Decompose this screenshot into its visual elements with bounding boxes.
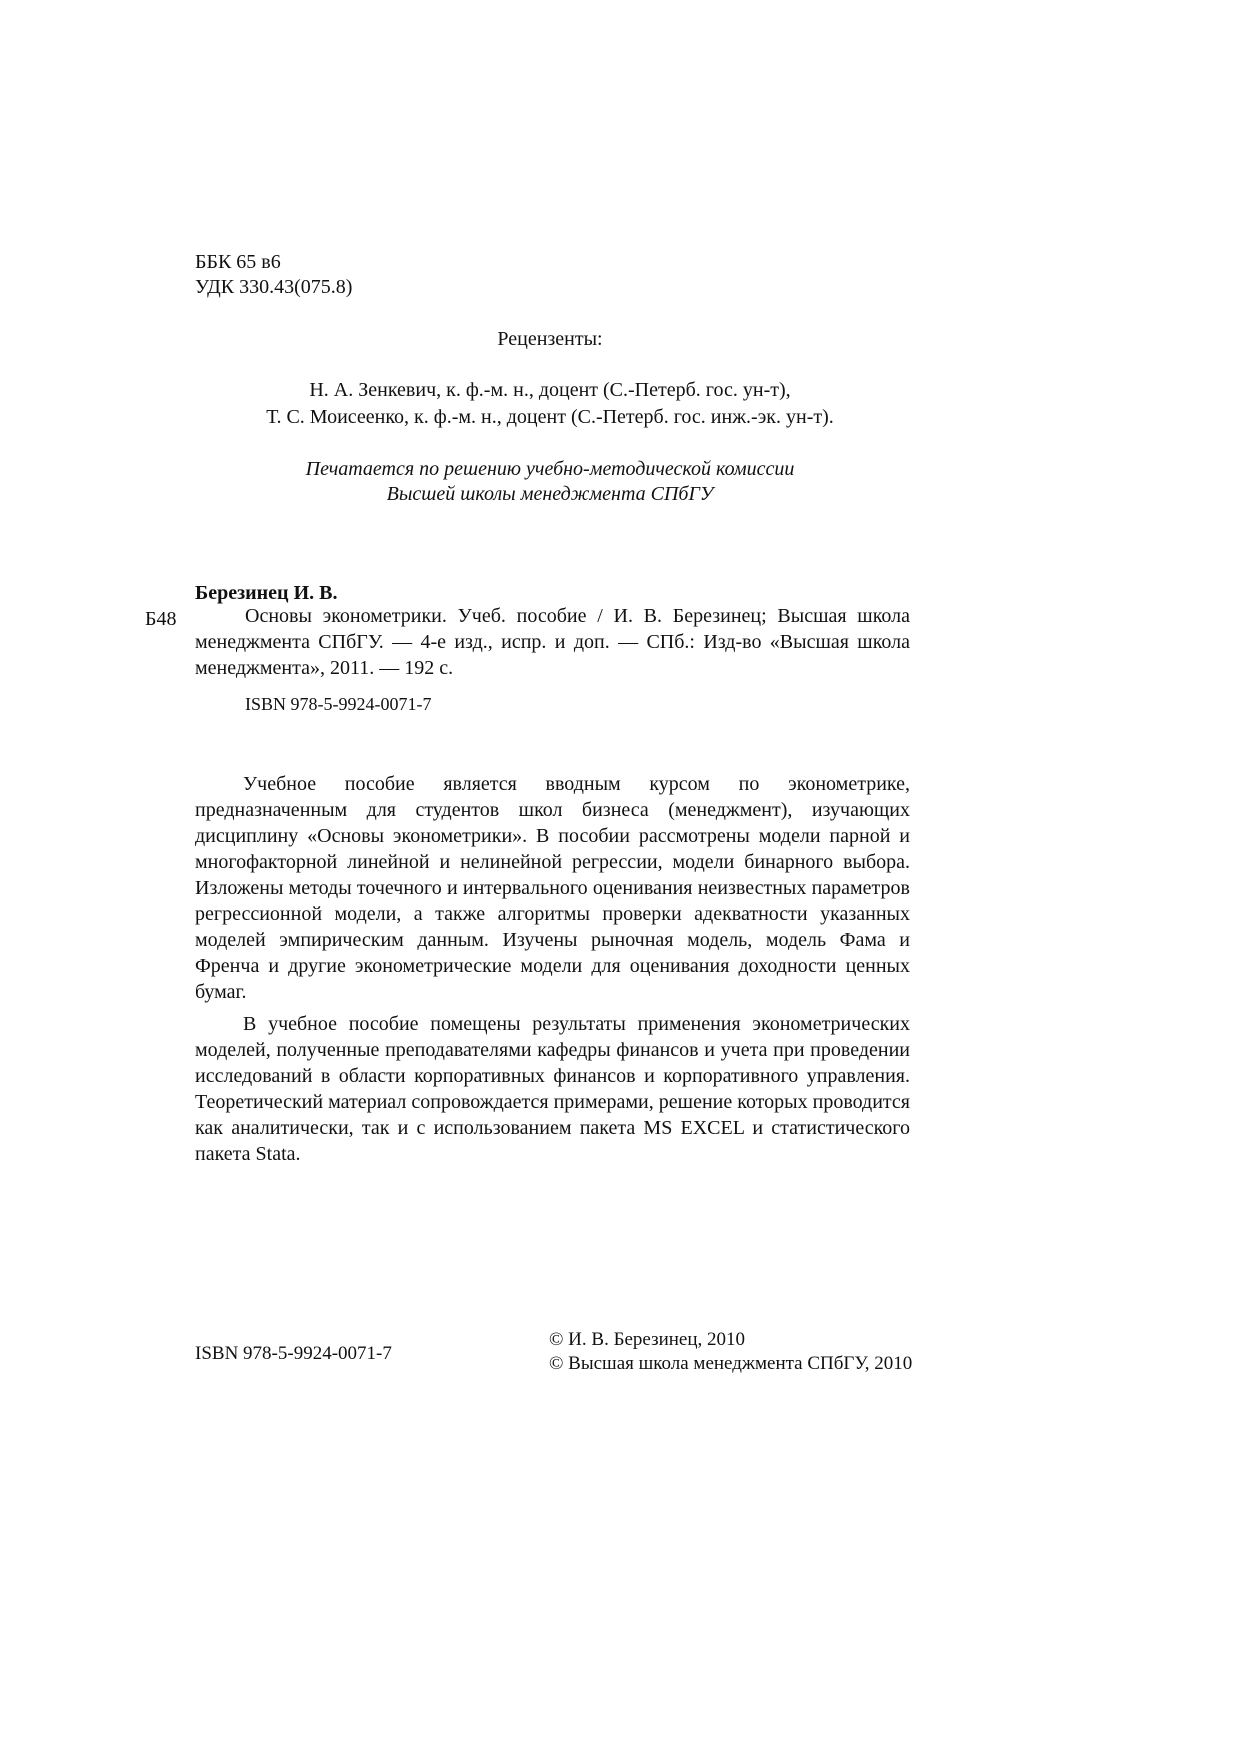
abstract-paragraph: Учебное пособие является вводным курсом по эконометрике, предназначенным для студентов школ бизнеса (менеджмент), изучающих дисциплину «Основы эконометрики». В пособии рассмотрены модели парной и многофакторной линейной и нелинейной регрессии, модели бинарного выбора. Изложены методы точечного и интервального оценивания неизвестных параметров регрессионной модели, а также алгоритмы проверки адекватности указанных моделей эмпирическим данным. Изучены рыночная модель, модель Фама и Френча и другие эконометрические модели для оценивания доходности ценных бумаг. (195, 773, 910, 1003)
abstract (195, 771, 910, 1167)
bibliographic-description: Основы эконометрики. Учеб. пособие / И. В. Березинец; Высшая школа менеджмента СПбГУ. — 4-е изд., испр. и доп. — СПб.: Изд-во «Высшая школа менеджмента», 2011. — 192 с. (195, 605, 910, 679)
reviewers-heading: Рецензенты: (497, 328, 603, 350)
copyright-line: © И. В. Березинец, 2010 (549, 1329, 746, 1350)
abstract-paragraph: В учебное пособие помещены результаты применения эконометрических моделей, полученные преподавателями кафедры финансов и учета при проведении исследований в области корпоративных финансов и корпоративного управления. Теоретический материал сопровождается примерами, решение которых проводится как аналитически, так и с использованием пакета MS EXCEL и статистического пакета Stata. (195, 1013, 910, 1165)
author-heading: Березинец И. В. (195, 582, 338, 604)
author-mark-code: Б48 (145, 608, 177, 630)
copyright-line: © Высшая школа менеджмента СПбГУ, 2010 (549, 1353, 913, 1374)
udk-code: УДК 330.43(075.8) (195, 276, 353, 298)
approval-line: Высшей школы менеджмента СПбГУ (386, 483, 714, 505)
reviewer-line: Т. С. Моисеенко, к. ф.-м. н., доцент (С.-Петерб. гос. инж.-эк. ун-т). (266, 406, 834, 428)
record-isbn: ISBN 978-5-9924-0071-7 (245, 694, 432, 714)
approval-line: Печатается по решению учебно-методической комиссии (305, 458, 795, 480)
reviewer-line: Н. А. Зенкевич, к. ф.-м. н., доцент (С.-Петерб. гос. ун-т), (309, 379, 791, 401)
footer-isbn: ISBN 978-5-9924-0071-7 (195, 1343, 392, 1364)
bbk-code: ББК 65 в6 (195, 251, 281, 273)
